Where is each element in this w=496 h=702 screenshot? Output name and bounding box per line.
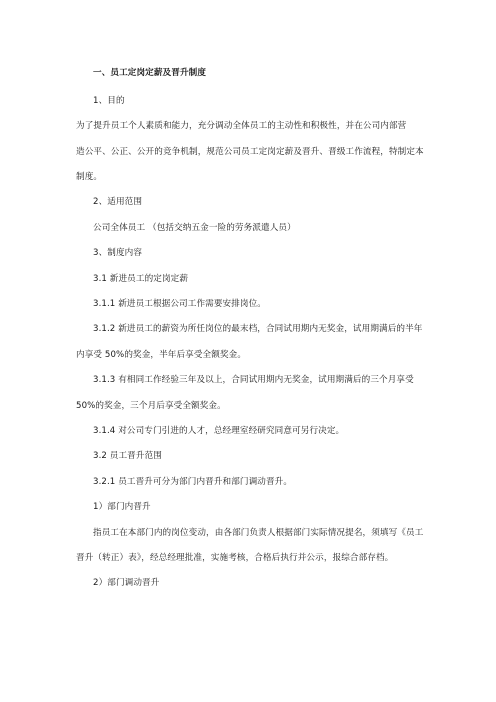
clause-line: 3.1.4 对公司专门引进的人才，总经理室经研究同意可另行决定。 [93,426,345,436]
subheading-scope: 2、适用范围 [93,197,143,207]
clause-line: 50%的奖金，三个月后享受全额奖金。 [76,401,226,411]
clause-line: 3.1.2 新进员工的薪资为所任岗位的最末档，合同试用期内无奖金，试用期满后的半年 [93,324,423,334]
clause-line: 3.1.3 有相同工作经验三年及以上，合同试用期内无奖金，试用期满后的三个月享受 [93,375,414,385]
paragraph-line: 指员工在本部门内的岗位变动，由各部门负责人根据部门实际情况提名，须填写《员工 [93,528,424,538]
paragraph-line: 晋升（转正）表》，经总经理批准，实施考核，合格后执行并公示，报综合部存档。 [76,553,394,563]
clause-line: 3.1.1 新进员工根据公司工作需要安排岗位。 [93,299,266,309]
subheading-purpose: 1、目的 [93,96,125,106]
subheading-content: 3、制度内容 [93,248,143,258]
paragraph-line: 造公平、公正、公开的竞争机制，规范公司员工定岗定薪及晋升、晋级工作流程，特制定本 [76,147,424,157]
list-item-heading: 2）部门调动晋升 [93,578,160,588]
paragraph-line: 公司全体员工 （包括交纳五金一险的劳务派遣人员） [93,223,296,233]
list-item-heading: 1）部门内晋升 [93,502,151,512]
clause-line: 3.2.1 员工晋升可分为部门内晋升和部门调动晋升。 [93,477,293,487]
paragraph-line: 制度。 [76,172,103,182]
section-heading: 一、员工定岗定薪及晋升制度 [93,68,207,78]
clause-heading: 3.2 员工晋升范围 [93,451,162,461]
clause-heading: 3.1 新进员工的定岗定薪 [93,274,189,284]
paragraph-line: 为了提升员工个人素质和能力，充分调动全体员工的主动性和积极性，并在公司内部营 [76,121,407,131]
clause-line: 内享受 50%的奖金，半年后享受全额奖金。 [76,350,247,360]
